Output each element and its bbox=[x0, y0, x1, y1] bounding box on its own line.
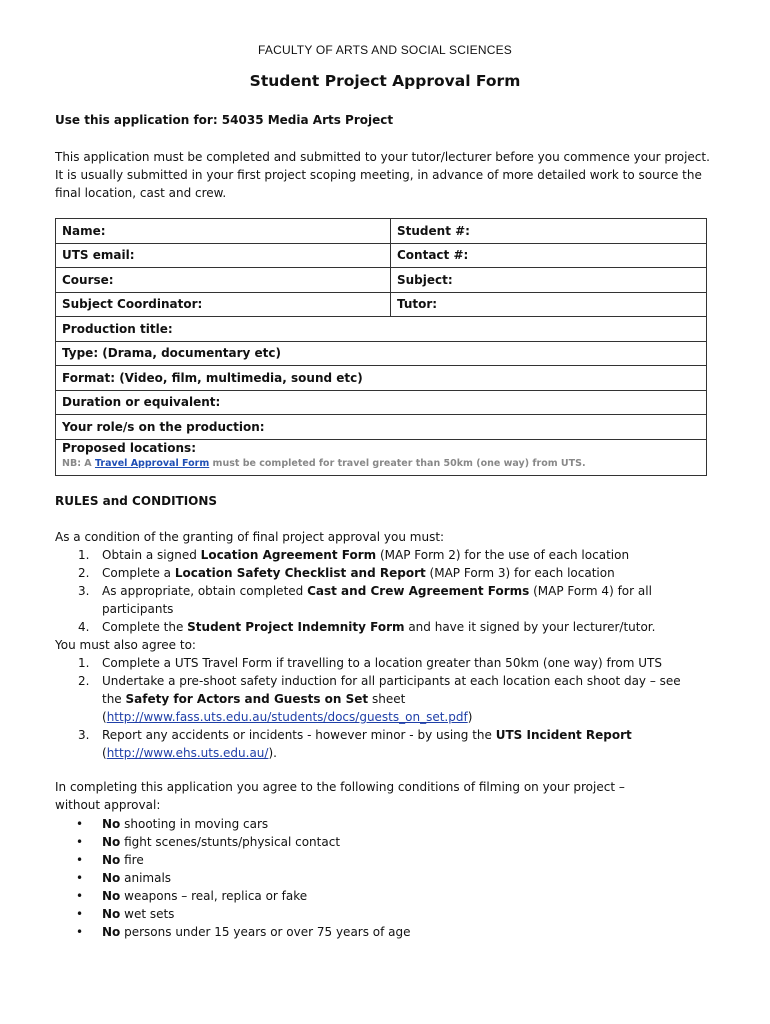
travel-approval-form-link[interactable]: Travel Approval Form bbox=[94, 457, 210, 469]
item-number: 1. bbox=[78, 548, 90, 562]
role-field[interactable]: Your role/s on the production: bbox=[56, 415, 707, 440]
bullet-icon: • bbox=[76, 889, 84, 903]
proposed-locations-label: Proposed locations: bbox=[62, 440, 196, 455]
no-word: No bbox=[102, 835, 121, 849]
also-agree-label: You must also agree to: bbox=[55, 638, 196, 652]
list-item bbox=[55, 815, 715, 833]
list-item bbox=[55, 618, 715, 636]
item-text: (MAP Form 2) for the use of each location bbox=[376, 548, 630, 562]
bullet-icon: • bbox=[76, 925, 84, 939]
item-text: Complete the bbox=[102, 620, 188, 634]
bullet-icon: • bbox=[76, 907, 84, 921]
paren: ( bbox=[102, 746, 107, 760]
no-word: No bbox=[102, 871, 121, 885]
guests-on-set-link[interactable]: http://www.fass.uts.edu.au/students/docs/guests_on_set.pdf bbox=[106, 710, 468, 724]
list-item bbox=[55, 582, 662, 618]
contact-number-field[interactable]: Contact #: bbox=[391, 243, 707, 268]
intro-paragraph: This application must be completed and submitted to your tutor/lecturer before you commence your project. It is usually submitted in your first project scoping meeting, in advance of more detailed work to source the final location, cast and crew. bbox=[55, 150, 710, 200]
production-title-field[interactable]: Production title: bbox=[56, 317, 707, 342]
faculty-header: FACULTY OF ARTS AND SOCIAL SCIENCES bbox=[258, 43, 512, 57]
page-title: Student Project Approval Form bbox=[249, 72, 521, 90]
item-text: fight scenes/stunts/physical contact bbox=[124, 835, 341, 849]
filming-conditions-intro: In completing this application you agree to the following conditions of filming on your project – without approval: bbox=[55, 780, 625, 812]
item-text: persons under 15 years or over 75 years of age bbox=[124, 925, 411, 939]
use-for-line: Use this application for: 54035 Media Arts Project bbox=[55, 113, 394, 127]
list-item bbox=[55, 833, 715, 851]
list-item bbox=[55, 887, 715, 905]
subject-field[interactable]: Subject: bbox=[391, 268, 707, 293]
item-text: Obtain a signed bbox=[102, 548, 201, 562]
item-form-name: Cast and Crew Agreement Forms bbox=[307, 584, 530, 598]
item-sheet-name: Safety for Actors and Guests on Set bbox=[125, 692, 369, 706]
ehs-link[interactable]: http://www.ehs.uts.edu.au/ bbox=[106, 746, 269, 760]
type-field[interactable]: Type: (Drama, documentary etc) bbox=[56, 341, 707, 366]
item-form-name: UTS Incident Report bbox=[495, 728, 632, 742]
item-number: 1. bbox=[78, 656, 90, 670]
format-field[interactable]: Format: (Video, film, multimedia, sound etc) bbox=[56, 366, 707, 391]
bullet-icon: • bbox=[76, 835, 84, 849]
item-text: Complete a bbox=[102, 566, 175, 580]
list-item bbox=[55, 726, 715, 762]
list-item bbox=[55, 851, 715, 869]
item-number: 2. bbox=[78, 566, 90, 580]
uts-email-field[interactable]: UTS email: bbox=[56, 243, 391, 268]
filming-conditions-list bbox=[55, 815, 715, 941]
paren: ) bbox=[467, 710, 473, 724]
list-item bbox=[55, 869, 715, 887]
travel-note bbox=[62, 456, 700, 471]
item-text: fire bbox=[124, 853, 144, 867]
list-item bbox=[55, 654, 715, 672]
item-text: shooting in moving cars bbox=[124, 817, 269, 831]
duration-field[interactable]: Duration or equivalent: bbox=[56, 390, 707, 415]
list-item bbox=[55, 546, 715, 564]
paren: ). bbox=[268, 746, 277, 760]
item-text: wet sets bbox=[124, 907, 175, 921]
item-text: animals bbox=[124, 871, 172, 885]
item-text: Report any accidents or incidents - however minor - by using the bbox=[102, 728, 496, 742]
travel-note-suffix: must be completed for travel greater than 50km (one way) from UTS. bbox=[209, 457, 586, 469]
item-text: As appropriate, obtain completed bbox=[102, 584, 308, 598]
item-text: sheet bbox=[368, 692, 406, 706]
name-field[interactable]: Name: bbox=[56, 219, 391, 244]
no-word: No bbox=[102, 907, 121, 921]
item-number: 3. bbox=[78, 728, 90, 742]
item-number: 2. bbox=[78, 674, 90, 688]
item-text: and have it signed by your lecturer/tutor. bbox=[404, 620, 656, 634]
item-text: Complete a UTS Travel Form if travelling to a location greater than 50km (one way) from UTS bbox=[102, 656, 662, 670]
required-steps-list bbox=[55, 546, 715, 762]
list-item bbox=[55, 923, 715, 941]
student-number-field[interactable]: Student #: bbox=[391, 219, 707, 244]
item-text: weapons – real, replica or fake bbox=[124, 889, 308, 903]
item-form-name: Location Safety Checklist and Report bbox=[174, 566, 426, 580]
list-item bbox=[55, 672, 697, 726]
bullet-icon: • bbox=[76, 853, 84, 867]
tutor-field[interactable]: Tutor: bbox=[391, 292, 707, 317]
application-details-table bbox=[55, 218, 707, 476]
travel-note-prefix: NB: A bbox=[62, 457, 95, 469]
rules-heading: RULES and CONDITIONS bbox=[55, 494, 218, 508]
conditions-intro: As a condition of the granting of final project approval you must: bbox=[55, 530, 445, 544]
item-number: 3. bbox=[78, 584, 90, 598]
course-field[interactable]: Course: bbox=[56, 268, 391, 293]
proposed-locations-field[interactable] bbox=[56, 439, 707, 475]
list-item bbox=[55, 905, 715, 923]
no-word: No bbox=[102, 853, 121, 867]
item-number: 4. bbox=[78, 620, 90, 634]
subject-coordinator-field[interactable]: Subject Coordinator: bbox=[56, 292, 391, 317]
bullet-icon: • bbox=[76, 871, 84, 885]
list-item bbox=[55, 564, 715, 582]
no-word: No bbox=[102, 925, 121, 939]
no-word: No bbox=[102, 889, 121, 903]
item-form-name: Location Agreement Form bbox=[200, 548, 377, 562]
item-form-name: Student Project Indemnity Form bbox=[187, 620, 405, 634]
bullet-icon: • bbox=[76, 817, 84, 831]
item-text: (MAP Form 4) for all participants bbox=[102, 584, 652, 616]
paren: ( bbox=[102, 710, 107, 724]
item-text: Undertake a pre-shoot safety induction for all participants at each location each shoot day – see the bbox=[102, 674, 681, 706]
item-text: (MAP Form 3) for each location bbox=[425, 566, 615, 580]
no-word: No bbox=[102, 817, 121, 831]
